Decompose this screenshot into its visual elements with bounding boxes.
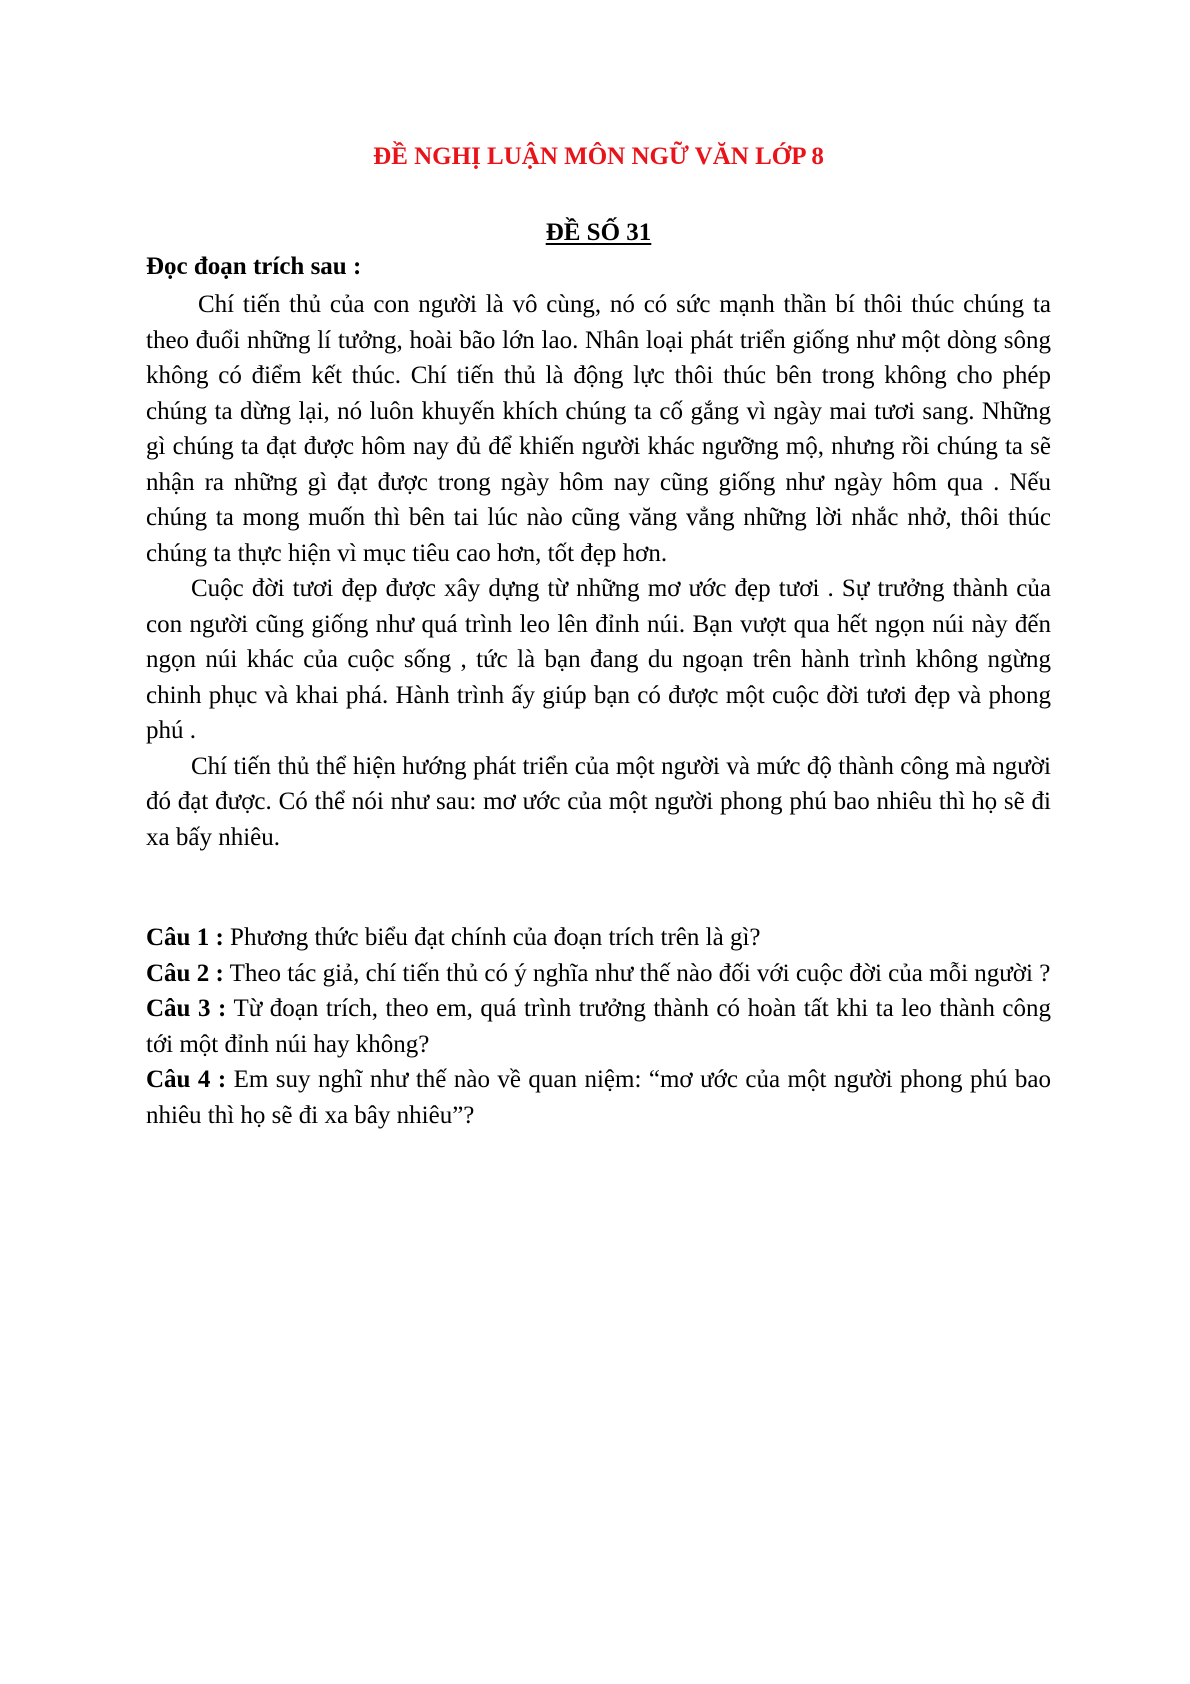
question-label: Câu 2 : (146, 959, 224, 987)
reading-passage (146, 287, 1051, 855)
question-label: Câu 4 : (146, 1066, 227, 1093)
passage-paragraph: Chí tiến thủ thể hiện hướng phát triển của một người và mức độ thành công mà người đó đạt được. Có thể nói như sau: mơ ước của một người phong phú bao nhiêu thì họ sẽ đi xa bấy nhiêu. (146, 752, 1051, 851)
question-item (146, 991, 1051, 1062)
question-label: Câu 1 : (146, 924, 224, 951)
document-title: ĐỀ NGHỊ LUẬN MÔN NGỮ VĂN LỚP 8 (373, 143, 824, 170)
question-text: Theo tác giả, chí tiến thủ có ý nghĩa như thế nào đối với cuộc đời của mỗi người ? (229, 959, 1051, 987)
question-text: Từ đoạn trích, theo em, quá trình trưởng thành có hoàn tất khi ta leo thành công tới một đỉnh núi hay không? (146, 995, 1051, 1058)
question-label: Câu 3 : (146, 995, 227, 1022)
question-item (146, 1062, 1051, 1133)
question-list (146, 920, 1051, 1133)
exam-number: ĐỀ SỐ 31 (545, 219, 652, 246)
reading-instruction: Đọc đoạn trích sau : (146, 253, 362, 280)
question-item (146, 956, 1051, 992)
question-text: Em suy nghĩ như thế nào về quan niệm: “mơ ước của một người phong phú bao nhiêu thì họ sẽ đi xa bây nhiêu”? (146, 1066, 1052, 1129)
question-item (146, 920, 1051, 956)
passage-paragraph: Chí tiến thủ của con người là vô cùng, nó có sức mạnh thần bí thôi thúc chúng ta theo đuổi những lí tưởng, hoài bão lớn lao. Nhân loại phát triển giống như một dòng sông không có điểm kết thúc. Chí tiến thủ là động lực thôi thúc bên trong không cho phép chúng ta dừng lại, nó luôn khuyến khích chúng ta cố gắng vì ngày mai tươi sang. Những gì chúng ta đạt được hôm nay đủ để khiến người khác ngưỡng mộ, nhưng rồi chúng ta sẽ nhận ra những gì đạt được trong ngày hôm nay cũng giống như ngày hôm qua . Nếu chúng ta mong muốn thì bên tai lúc nào cũng văng vẳng những lời nhắc nhở, thôi thúc chúng ta thực hiện vì mục tiêu cao hơn, tốt đẹp hơn. (146, 291, 1051, 567)
passage-paragraph: Cuộc đời tươi đẹp được xây dựng từ những mơ ước đẹp tươi . Sự trưởng thành của con người cũng giống như quá trình leo lên đỉnh núi. Bạn vượt qua hết ngọn núi này đến ngọn núi khác của cuộc sống , tức là bạn đang du ngoạn trên hành trình không ngừng chinh phục và khai phá. Hành trình ấy giúp bạn có được một cuộc đời tươi đẹp và phong phú . (146, 575, 1051, 744)
question-text: Phương thức biểu đạt chính của đoạn trích trên là gì? (230, 924, 761, 951)
